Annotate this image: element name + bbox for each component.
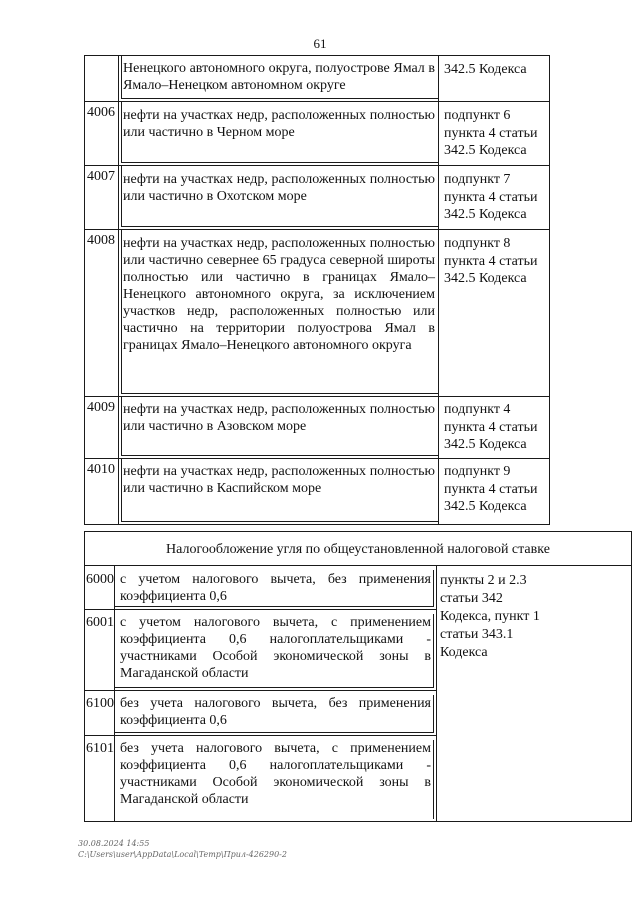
- row-description: без учета налогового вычета, без применения коэффициента 0,6: [120, 696, 431, 728]
- page-number: 61: [313, 36, 327, 51]
- row-code: 4009: [87, 400, 115, 415]
- row-code: 4010: [87, 462, 115, 477]
- row-code: 6100: [86, 696, 114, 711]
- row-code: 6101: [86, 741, 114, 756]
- row-description: нефти на участках недр, расположенных полностью или частично севернее 65 градуса северной широты полностью или частично в границах Ямало–Ненецкого автономного округа, за исключением участков недр, расположенных полностью или частично на территории полуострова Ямал в границах Ямало–Ненецкого автономного округа: [123, 236, 435, 353]
- section-heading: Налогообложение угля по общеустановленной налоговой ставке: [166, 542, 550, 557]
- footer-timestamp: 30.08.2024 14:55: [78, 839, 150, 848]
- row-reference: подпункт 8 пункта 4 статьи 342.5 Кодекса: [444, 236, 538, 286]
- row-description: Ненецкого автономного округа, полуострове Ямал в Ямало–Ненецком автономном округе: [123, 61, 435, 93]
- row-code: 4006: [87, 105, 115, 120]
- row-description: с учетом налогового вычета, с применением коэффициента 0,6 налогоплательщиками - участниками Особой экономической зоны в Магаданской области: [120, 615, 431, 681]
- row-description: нефти на участках недр, расположенных полностью или частично в Охотском море: [123, 172, 435, 204]
- row-reference: подпункт 9 пункта 4 статьи 342.5 Кодекса: [444, 464, 538, 514]
- row-code: 4007: [87, 169, 115, 184]
- row-description: с учетом налогового вычета, без применения коэффициента 0,6: [120, 572, 431, 604]
- row-reference: подпункт 7 пункта 4 статьи 342.5 Кодекса: [444, 172, 538, 222]
- row-reference: 342.5 Кодекса: [444, 62, 527, 77]
- coal-reference: пункты 2 и 2.3 статьи 342 Кодекса, пункт 1 статьи 343.1 Кодекса: [440, 573, 540, 660]
- row-code: 6001: [86, 615, 114, 630]
- row-reference: подпункт 4 пункта 4 статьи 342.5 Кодекса: [444, 402, 538, 452]
- footer-file-path: C:\Users\user\AppData\Local\Temp\Прил-426290-2: [78, 850, 287, 859]
- row-description: без учета налогового вычета, с применением коэффициента 0,6 налогоплательщиками - участниками Особой экономической зоны в Магаданской области: [120, 741, 431, 807]
- row-code: 6000: [86, 572, 114, 587]
- row-description: нефти на участках недр, расположенных полностью или частично в Каспийском море: [123, 464, 435, 496]
- row-description: нефти на участках недр, расположенных полностью или частично в Черном море: [123, 108, 435, 140]
- row-code: 4008: [87, 233, 115, 248]
- row-reference: подпункт 6 пункта 4 статьи 342.5 Кодекса: [444, 108, 538, 158]
- row-description: нефти на участках недр, расположенных полностью или частично в Азовском море: [123, 402, 435, 434]
